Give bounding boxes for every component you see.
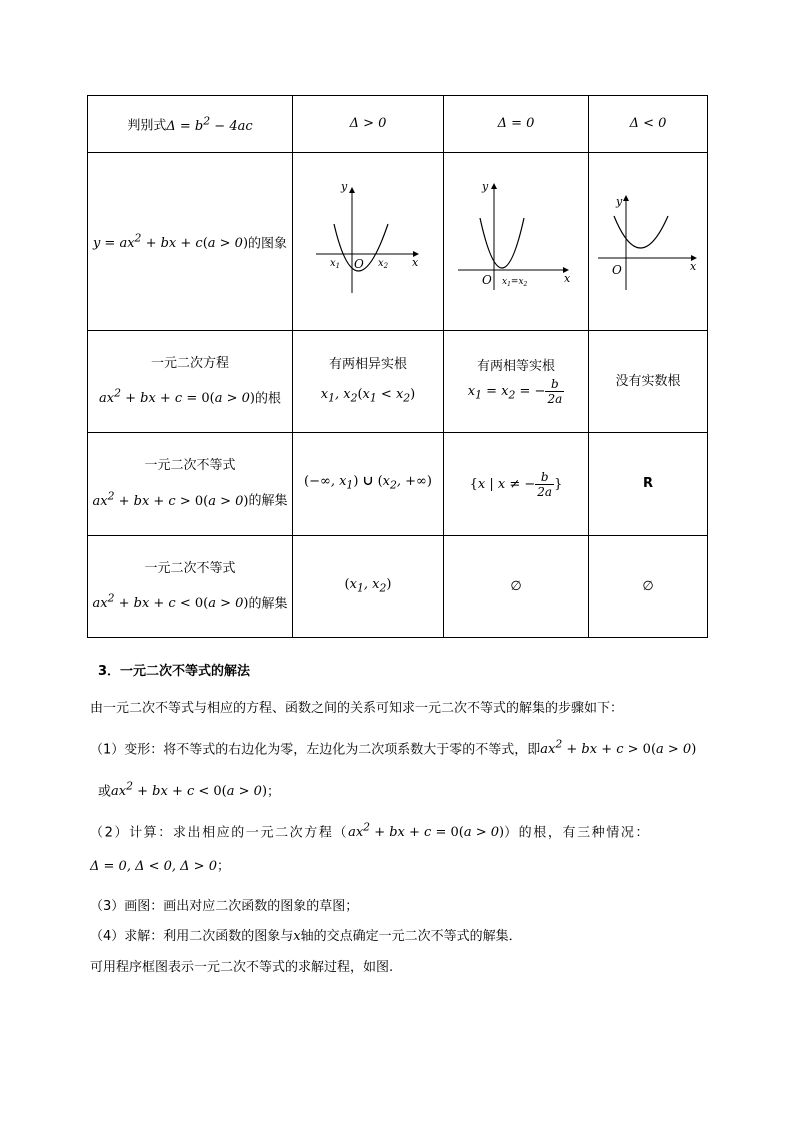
gt-solution-equal-roots-cell: {x | x ≠ − $\frac{b}{2a}$ } — [444, 433, 589, 536]
step-1-or: 或 — [98, 784, 112, 800]
delta-negative-cell: Δ < 0 — [589, 96, 708, 153]
step-2-text: （2）计算：求出相应的一元二次方程（ — [90, 825, 349, 841]
step-4-text-a: （4）求解：利用二次函数的图象与 — [90, 929, 294, 944]
graph-label-cell: $y = ax^2$ + bx + c(a > 0)的图象 — [88, 153, 293, 331]
gt-solution-two-roots-cell: (−∞, $x_1$) ∪ ($x_2$, +∞) — [293, 433, 444, 536]
table-row-lt-inequality — [88, 536, 708, 638]
section-number: 3． — [98, 664, 121, 679]
closing-sentence: 可用程序框图表示一元二次不等式的求解过程，如图. — [90, 960, 394, 975]
lt-inequality-title: 一元二次不等式 — [144, 560, 236, 576]
parabola-two-roots-graph — [308, 178, 428, 298]
step-1-line-1: （1）变形：将不等式的右边化为零，左边化为二次项系数大于零的不等式，即$ax^2$ + bx + c > 0(a > 0) — [90, 738, 697, 758]
lt-solution-equal-roots-cell — [444, 536, 589, 638]
two-distinct-roots-text: 有两相异实根 — [328, 356, 407, 372]
section-heading — [98, 660, 250, 679]
gt-inequality-title: 一元二次不等式 — [144, 458, 236, 474]
step-4: （4）求解：利用二次函数的图象与x轴的交点确定一元二次不等式的解集． — [90, 929, 522, 944]
origin-label: O — [611, 263, 622, 277]
graph-label-suffix: 的图象 — [248, 236, 288, 252]
step-2-line-1: （2）计算：求出相应的一元二次方程（$ax^2$ + bx + c = 0(a > 0)）的根，有三种情况： — [90, 821, 651, 841]
discriminant-formula: $\Delta = b^2 - 4ac$ — [166, 114, 253, 134]
equation-no-roots-cell — [589, 331, 708, 433]
graph-no-root-cell — [589, 153, 708, 331]
double-root-label: $x_1=x_2$ — [502, 277, 528, 288]
x-axis-label: x — [564, 272, 571, 285]
table-row-graph — [88, 153, 708, 331]
intro-paragraph: 由一元二次不等式与相应的方程、函数之间的关系可知求一元二次不等式的解集的步骤如下： — [90, 701, 624, 716]
all-reals-text: R — [642, 476, 653, 491]
y-axis-label: y — [341, 180, 348, 193]
discriminant-label: 判别式 — [127, 118, 167, 134]
equation-label-title: 一元二次方程 — [150, 355, 229, 371]
origin-label: O — [354, 257, 364, 271]
graph-one-root-cell — [444, 153, 589, 331]
gt-inequality-suffix: 的解集 — [248, 493, 288, 509]
lt-inequality-label-cell: 一元二次不等式 $ax^2$ + bx + c < 0(a > 0)的解集 — [88, 536, 293, 638]
y-axis-label: y — [482, 180, 489, 193]
gt-inequality-label-cell: 一元二次不等式 $ax^2$ + bx + c > 0(a > 0)的解集 — [88, 433, 293, 536]
step-3: （3）画图：画出对应二次函数的图象的草图； — [90, 899, 359, 914]
equation-label-cell: 一元二次方程 $ax^2$ + bx + c = 0(a > 0)的根 — [88, 331, 293, 433]
root-x1-label: $x_1$ — [330, 258, 341, 270]
root-x2-label: $x_2$ — [378, 258, 389, 270]
step-2-after: ）的根，有三种情况： — [504, 825, 651, 841]
parabola-no-root-graph — [596, 178, 701, 298]
table-row-equation — [88, 331, 708, 433]
step-2-line-2: Δ = 0, Δ < 0, Δ > 0； — [90, 859, 230, 874]
x-axis-label: x — [689, 260, 696, 273]
table-row-gt-inequality — [88, 433, 708, 536]
discriminant-label-cell — [88, 96, 293, 153]
x-axis-label: x — [412, 256, 419, 269]
two-equal-roots-text: 有两相等实根 — [476, 359, 555, 374]
gt-solution-no-roots-cell — [589, 433, 708, 536]
parabola-curve — [614, 216, 668, 248]
empty-set-symbol: ∅ — [642, 578, 654, 594]
step-1-end: ； — [267, 784, 281, 800]
delta-zero-cell: Δ = 0 — [444, 96, 589, 153]
parabola-curve — [480, 218, 524, 268]
graph-two-roots-cell — [293, 153, 444, 331]
step-4-text-b: 轴的交点确定一元二次不等式的解集． — [300, 929, 522, 944]
origin-label: O — [482, 273, 492, 287]
empty-set-symbol: ∅ — [510, 578, 522, 594]
section-title: 一元二次不等式的解法 — [120, 664, 251, 679]
equation-label-suffix: 的根 — [254, 391, 281, 407]
delta-positive-cell: Δ > 0 — [293, 96, 444, 153]
parabola-one-root-graph — [456, 178, 576, 298]
table-row-discriminant — [88, 96, 708, 153]
lt-solution-two-roots-cell: ($x_1$, $x_2$) — [293, 536, 444, 638]
step-2-end: ； — [216, 859, 230, 874]
no-real-roots-text: 没有实数根 — [615, 373, 681, 389]
equation-equal-roots-cell: 有两相等实根 $x_1 = x_2$ = − $\frac{b}{2a}$ — [444, 331, 589, 433]
lt-solution-no-roots-cell — [589, 536, 708, 638]
lt-inequality-suffix: 的解集 — [248, 596, 288, 612]
step-1-line-2: 或$ax^2$ + bx + c < 0(a > 0)； — [98, 780, 281, 800]
y-axis-label: y — [615, 195, 622, 208]
step-1-text: （1）变形：将不等式的右边化为零，左边化为二次项系数大于零的不等式，即 — [90, 742, 541, 758]
equation-two-roots-cell: 有两相异实根 $x_1$, $x_2(x_1 < x_2)$ — [293, 331, 444, 433]
quadratic-summary-table — [87, 95, 708, 638]
